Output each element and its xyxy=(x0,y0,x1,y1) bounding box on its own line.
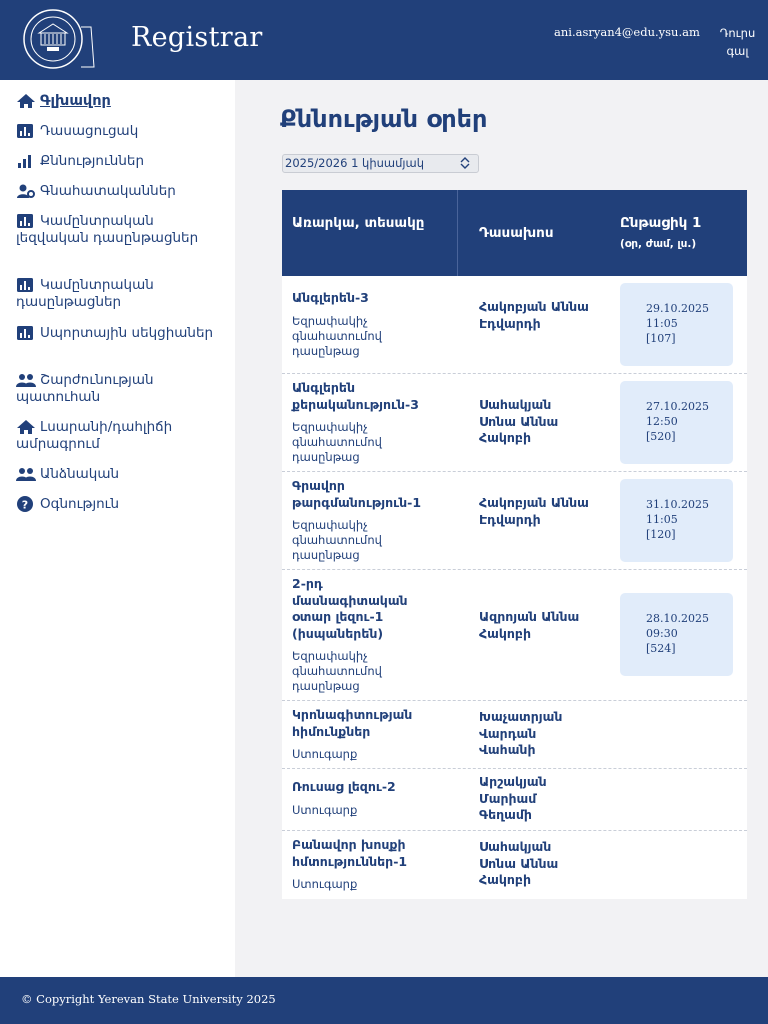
subject-cell xyxy=(292,290,442,359)
exam-slot xyxy=(620,381,733,464)
lecturer-name: Սահակյան Սոնա Աննա Հակոբի xyxy=(479,397,559,445)
subject-name: Անգլերեն-3 xyxy=(292,290,369,305)
sidebar-item-label: Անձնական xyxy=(40,466,120,482)
chart-box-icon xyxy=(16,213,36,229)
subject-name: Գրավոր թարգմանություն-1 xyxy=(292,478,422,510)
lecturer-name: Խաչատրյան Վարդան Վահանի xyxy=(479,709,563,757)
sidebar-item-home[interactable] xyxy=(16,93,226,110)
sidebar-item-grades[interactable] xyxy=(16,183,226,200)
column-divider xyxy=(457,190,458,276)
exam-time: 12:50 xyxy=(646,415,678,428)
sidebar-item-elective-language[interactable] xyxy=(16,213,226,246)
chart-box-icon xyxy=(16,325,36,341)
subject-cell xyxy=(292,380,442,465)
people-icon xyxy=(16,466,36,482)
subject-cell xyxy=(292,837,442,892)
subject-type: Ստուգարք xyxy=(292,747,358,761)
sidebar-item-sports[interactable] xyxy=(16,325,226,342)
column-header-session: Ընթացիկ 1 xyxy=(620,215,702,231)
sidebar-item-label: Գնահատականներ xyxy=(40,183,176,199)
app-title[interactable]: Registrar xyxy=(131,22,263,53)
subject-name: Ռուսաց լեզու-2 xyxy=(292,779,396,794)
exam-time: 09:30 xyxy=(646,627,678,640)
sidebar-item-elective-courses[interactable] xyxy=(16,277,226,310)
sidebar-item-mobility[interactable] xyxy=(16,372,226,405)
semester-select-value: 2025/2026 1 կիսամյակ xyxy=(285,156,425,170)
subject-type: Ստուգարք xyxy=(292,802,358,817)
subject-cell xyxy=(292,478,442,563)
column-header-subject: Առարկա, տեսակը xyxy=(292,215,425,231)
help-icon xyxy=(16,496,36,512)
chevron-updown-icon xyxy=(460,157,470,174)
exam-slot xyxy=(620,479,733,562)
main-content xyxy=(235,80,768,977)
table-row xyxy=(282,276,747,374)
exam-room: [524] xyxy=(646,642,676,655)
exam-date: 29.10.2025 xyxy=(646,302,709,315)
exam-date: 31.10.2025 xyxy=(646,498,709,511)
table-header xyxy=(282,190,747,276)
svg-text:?: ? xyxy=(21,498,29,512)
exam-date: 27.10.2025 xyxy=(646,400,709,413)
table-row xyxy=(282,701,747,769)
exam-room: [107] xyxy=(646,332,676,345)
page-title: Քննության օրեր xyxy=(280,105,488,133)
home-icon xyxy=(16,419,36,435)
home-icon xyxy=(16,93,36,109)
exam-room: [120] xyxy=(646,528,676,541)
sidebar-item-help[interactable] xyxy=(16,496,226,513)
sidebar-item-label: Լսարանի/դահլիճի ամրագրում xyxy=(16,419,173,452)
table-row xyxy=(282,831,747,899)
sidebar-item-label: Կամընտրական լեզվական դասընթացներ xyxy=(16,213,199,246)
exam-table xyxy=(282,190,747,899)
copyright-text: © Copyright Yerevan State University 2025 xyxy=(21,992,276,1006)
user-gear-icon xyxy=(16,183,36,199)
table-row xyxy=(282,374,747,472)
lecturer-name: Հակոբյան Աննա Էդվարդի xyxy=(479,299,589,331)
sidebar-item-label: Գլխավոր xyxy=(40,93,111,109)
sidebar-item-label: Շարժունության պատուհան xyxy=(16,372,154,405)
subject-cell xyxy=(292,779,442,818)
sidebar-item-label: Օգնություն xyxy=(40,496,120,512)
subject-name: Կրոնագիտության հիմունքներ xyxy=(292,707,413,739)
subject-name: Բանավոր խոսքի հմտություններ-1 xyxy=(292,837,408,869)
lecturer-name: Ազրոյան Աննա Հակոբի xyxy=(479,609,580,641)
chart-box-icon xyxy=(16,277,36,293)
subject-cell xyxy=(292,576,442,694)
bar-chart-icon xyxy=(16,153,36,169)
sidebar-item-personal[interactable] xyxy=(16,466,226,483)
chart-box-icon xyxy=(16,123,36,139)
logout-button[interactable]: Դուրս գալ xyxy=(719,26,756,58)
exam-room: [520] xyxy=(646,430,676,443)
footer xyxy=(0,977,768,1024)
subject-name: 2-րդ մասնագիտական օտար լեզու-1 (իսպաներեն) xyxy=(292,576,408,641)
semester-select[interactable] xyxy=(282,154,479,173)
column-header-session-sub: (օր, ժամ, լս.) xyxy=(620,238,697,250)
sidebar-item-room-booking[interactable] xyxy=(16,419,226,452)
university-logo[interactable] xyxy=(11,9,95,71)
subject-type: Եզրափակիչ գնահատումով դասընթաց xyxy=(292,313,382,358)
top-header xyxy=(0,0,768,80)
table-row xyxy=(282,769,747,831)
exam-date: 28.10.2025 xyxy=(646,612,709,625)
exam-slot xyxy=(620,593,733,676)
sidebar-item-schedule[interactable] xyxy=(16,123,226,140)
table-row xyxy=(282,570,747,701)
lecturer-name: Սահակյան Սոնա Աննա Հակոբի xyxy=(479,839,559,887)
subject-cell xyxy=(292,707,442,762)
sidebar-item-label: Կամընտրական դասընթացներ xyxy=(16,277,154,310)
column-header-lecturer: Դասախոս xyxy=(479,225,554,241)
exam-time: 11:05 xyxy=(646,513,678,526)
exam-time: 11:05 xyxy=(646,317,678,330)
sidebar-item-label: Դասացուցակ xyxy=(40,123,139,139)
sidebar xyxy=(0,80,235,977)
subject-type: Եզրափակիչ գնահատումով դասընթաց xyxy=(292,518,382,562)
sidebar-item-label: Սպորտային սեկցիաներ xyxy=(40,325,214,341)
subject-name: Անգլերեն քերականություն-3 xyxy=(292,380,419,412)
user-email: ani.asryan4@edu.ysu.am xyxy=(554,25,700,39)
sidebar-item-label: Քննություններ xyxy=(40,153,145,169)
table-row xyxy=(282,472,747,570)
lecturer-name: Արշակյան Մարիամ Գեղամի xyxy=(479,774,547,822)
subject-type: Եզրափակիչ գնահատումով դասընթաց xyxy=(292,420,382,464)
subject-type: Եզրափակիչ գնահատումով դասընթաց xyxy=(292,649,382,693)
lecturer-name: Հակոբյան Աննա Էդվարդի xyxy=(479,495,589,527)
subject-type: Ստուգարք xyxy=(292,877,358,891)
people-icon xyxy=(16,372,36,388)
exam-slot xyxy=(620,283,733,366)
sidebar-item-exams[interactable] xyxy=(16,153,226,170)
